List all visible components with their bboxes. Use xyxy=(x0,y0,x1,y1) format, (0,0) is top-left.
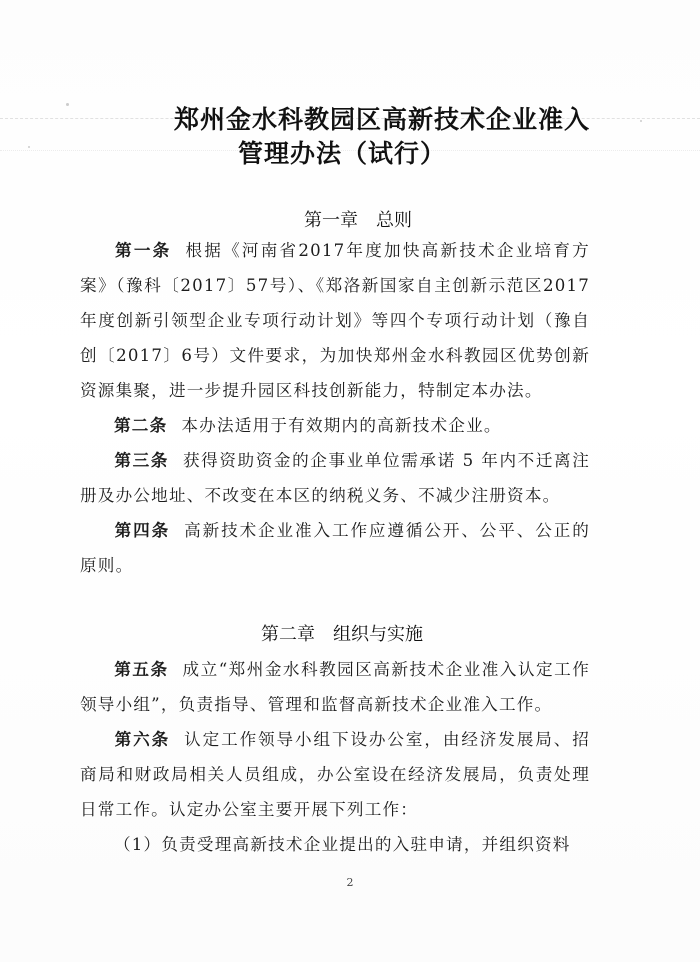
document-title-line-2: 管理办法（试行） xyxy=(237,139,446,168)
list-item-text: （1）负责受理高新技术企业提出的入驻申请，并组织资料 xyxy=(114,835,571,854)
article-text: 本办法适用于有效期内的高新技术企业。 xyxy=(181,416,502,435)
article-label: 第四条 xyxy=(114,521,171,540)
list-item xyxy=(80,827,590,862)
article-label: 第一条 xyxy=(114,241,172,260)
article-label: 第二条 xyxy=(114,416,168,435)
chapter-heading-2 xyxy=(0,620,692,646)
article-paragraph xyxy=(80,443,590,513)
chapter-name: 总则 xyxy=(376,210,412,231)
article-paragraph xyxy=(80,652,590,722)
page-number: 2 xyxy=(346,876,354,889)
article-label: 第五条 xyxy=(114,660,169,679)
chapter-name: 组织与实施 xyxy=(333,624,423,645)
article-text: 获得资助资金的企事业单位需承诺 5 年内不迁离注册及办公地址、不改变在本区的纳税义务、不减少注册资本。 xyxy=(80,451,591,505)
article-paragraph xyxy=(80,722,590,827)
chapter-label: 第一章 xyxy=(304,210,358,231)
article-paragraph xyxy=(80,233,590,408)
article-text: 高新技术企业准入工作应遵循公开、公平、公正的原则。 xyxy=(80,521,590,575)
chapter-heading-1 xyxy=(8,206,700,232)
article-label: 第六条 xyxy=(114,730,171,749)
article-text: 认定工作领导小组下设办公室，由经济发展局、招商局和财政局相关人员组成，办公室设在经济发展局，负责处理日常工作。认定办公室主要开展下列工作： xyxy=(80,730,590,819)
article-paragraph xyxy=(80,513,590,583)
document-title-line-1: 郑州金水科教园区高新技术企业准入 xyxy=(173,105,590,134)
article-label: 第三条 xyxy=(114,451,169,470)
article-text: 成立“郑州金水科教园区高新技术企业准入认定工作领导小组”，负责指导、管理和监督高新技术企业准入工作。 xyxy=(80,660,590,714)
article-text: 根据《河南省2017年度加快高新技术企业培育方案》（豫科〔2017〕57号）、《郑洛新国家自主创新示范区2017年度创新引领型企业专项行动计划》等四个专项行动计划（豫自创〔2017〕6号）文件要求，为加快郑州金水科教园区优势创新资源集聚，进一步提升园区科技创新能力，特制定本办法。 xyxy=(80,241,590,400)
article-paragraph xyxy=(80,408,590,443)
chapter-label: 第二章 xyxy=(261,624,315,645)
